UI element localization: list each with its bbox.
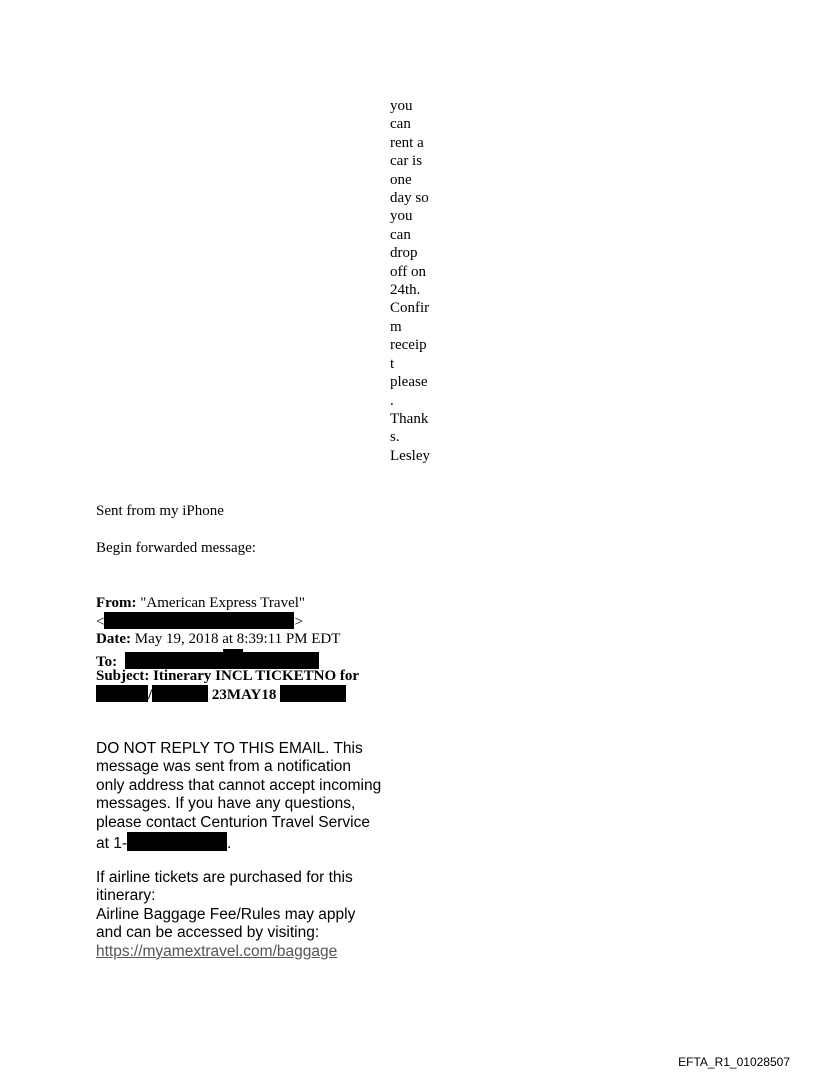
from-label: From: (96, 595, 137, 611)
reply-line: receip (390, 337, 427, 354)
reply-line: can (390, 226, 411, 243)
reply-line: off on (390, 263, 426, 280)
from-value: "American Express Travel" (140, 595, 306, 611)
redaction-box (280, 685, 346, 702)
subject-slash: / (148, 687, 153, 703)
reply-message-column (390, 97, 430, 465)
reply-line: can (390, 116, 411, 133)
reply-line: please (390, 374, 428, 391)
reply-line: Thank (390, 410, 429, 427)
reply-line: car is (390, 153, 423, 170)
phone-prefix: at 1- (96, 835, 128, 853)
baggage-line: itinerary: (96, 887, 156, 905)
redaction-box (104, 612, 294, 629)
subject-text: Subject: Itinerary INCL TICKETNO for (96, 668, 360, 684)
document-id: EFTA_R1_01028507 (678, 1055, 790, 1069)
baggage-line: If airline tickets are purchased for this (96, 869, 353, 886)
notice-line: messages. If you have any questions, (96, 795, 356, 813)
from-close-bracket: > (294, 614, 303, 630)
reply-line: one (390, 171, 412, 188)
notice-phone-line (96, 832, 381, 853)
baggage-line: Airline Baggage Fee/Rules may apply (96, 905, 356, 923)
redaction-box (127, 832, 227, 851)
do-not-reply-notice (96, 740, 381, 853)
baggage-link[interactable]: https://myamextravel.com/baggage (96, 942, 338, 960)
phone-suffix: . (227, 835, 232, 853)
reply-line: s. (390, 429, 400, 446)
date-value: May 19, 2018 at 8:39:11 PM EDT (134, 631, 341, 647)
email-signature: Sent from my iPhone (96, 503, 224, 519)
notice-line: please contact Centurion Travel Service (96, 813, 370, 831)
from-line (96, 594, 305, 612)
notice-line: DO NOT REPLY TO THIS EMAIL. This (96, 740, 363, 757)
baggage-line: and can be accessed by visiting: (96, 924, 320, 942)
date-line (96, 630, 340, 648)
redaction-box (96, 685, 148, 702)
reply-line: you (390, 98, 413, 114)
reply-line: drop (390, 245, 418, 262)
notice-line: only address that cannot accept incoming (96, 776, 382, 794)
baggage-notice (96, 869, 355, 961)
from-address-line (96, 612, 303, 631)
redaction-box (223, 649, 243, 669)
date-label: Date: (96, 631, 131, 647)
reply-line: . (390, 392, 394, 409)
reply-line: m (390, 318, 402, 335)
reply-line: rent a (390, 134, 424, 151)
subject-date: 23MAY18 (211, 687, 277, 703)
subject-line (96, 667, 359, 685)
to-label: To: (96, 654, 118, 670)
reply-line: you (390, 208, 413, 225)
reply-line: Lesley (390, 447, 430, 464)
reply-line: t (390, 355, 395, 372)
subject-line-2 (96, 685, 346, 704)
reply-line: 24th. (390, 282, 421, 299)
forward-intro: Begin forwarded message: (96, 540, 256, 556)
notice-line: message was sent from a notification (96, 758, 352, 776)
reply-line: Confir (390, 300, 430, 317)
reply-line: day so (390, 190, 429, 207)
redaction-box (152, 685, 208, 702)
from-open-bracket: < (96, 614, 105, 630)
